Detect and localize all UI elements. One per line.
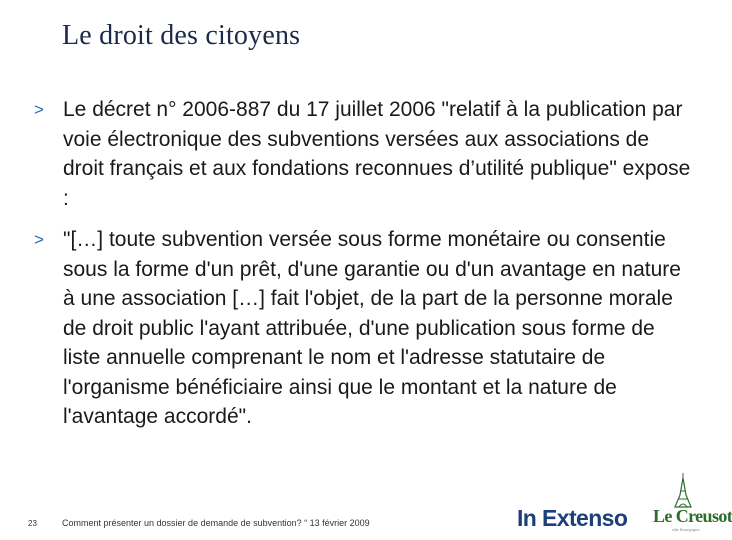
le-creusot-logo-tagline: ville Bourgogne xyxy=(672,527,700,532)
bullet-text: Le décret n° 2006-887 du 17 juillet 2006 "relatif à la publication par voie électronique des subventions versées aux associations de droit français et aux fondations reconnues d’utilité publique" expose : xyxy=(63,98,691,210)
in-extenso-logo-text: In Extenso xyxy=(517,505,628,531)
slide-title: Le droit des citoyens xyxy=(62,20,301,51)
bullet-item-decree xyxy=(34,95,694,213)
bullet-marker: > xyxy=(34,230,44,249)
footer-caption: Comment présenter un dossier de demande de subvention? “ 13 février 2009 xyxy=(62,518,370,528)
bullet-item-quote xyxy=(34,225,694,432)
tower-icon xyxy=(672,473,694,507)
bullet-list xyxy=(34,95,694,432)
in-extenso-logo xyxy=(517,505,627,532)
page-number: 23 xyxy=(28,519,37,528)
slide-footer xyxy=(0,505,732,540)
le-creusot-logo xyxy=(650,473,732,540)
bullet-text: "[…] toute subvention versée sous forme monétaire ou consentie sous la forme d'un prêt, d'une garantie ou d'un avantage en nature à une association […] fait l'objet, de la part de la personne morale de droit public l'ayant attribuée, d'une publication sous forme de liste annuelle comprenant le nom et l'adresse statutaire de l'organisme bénéficiaire ainsi que le montant et la nature de l'avantage accordé". xyxy=(63,228,681,428)
bullet-marker: > xyxy=(34,100,44,119)
le-creusot-logo-text: Le Creusot xyxy=(653,506,732,526)
